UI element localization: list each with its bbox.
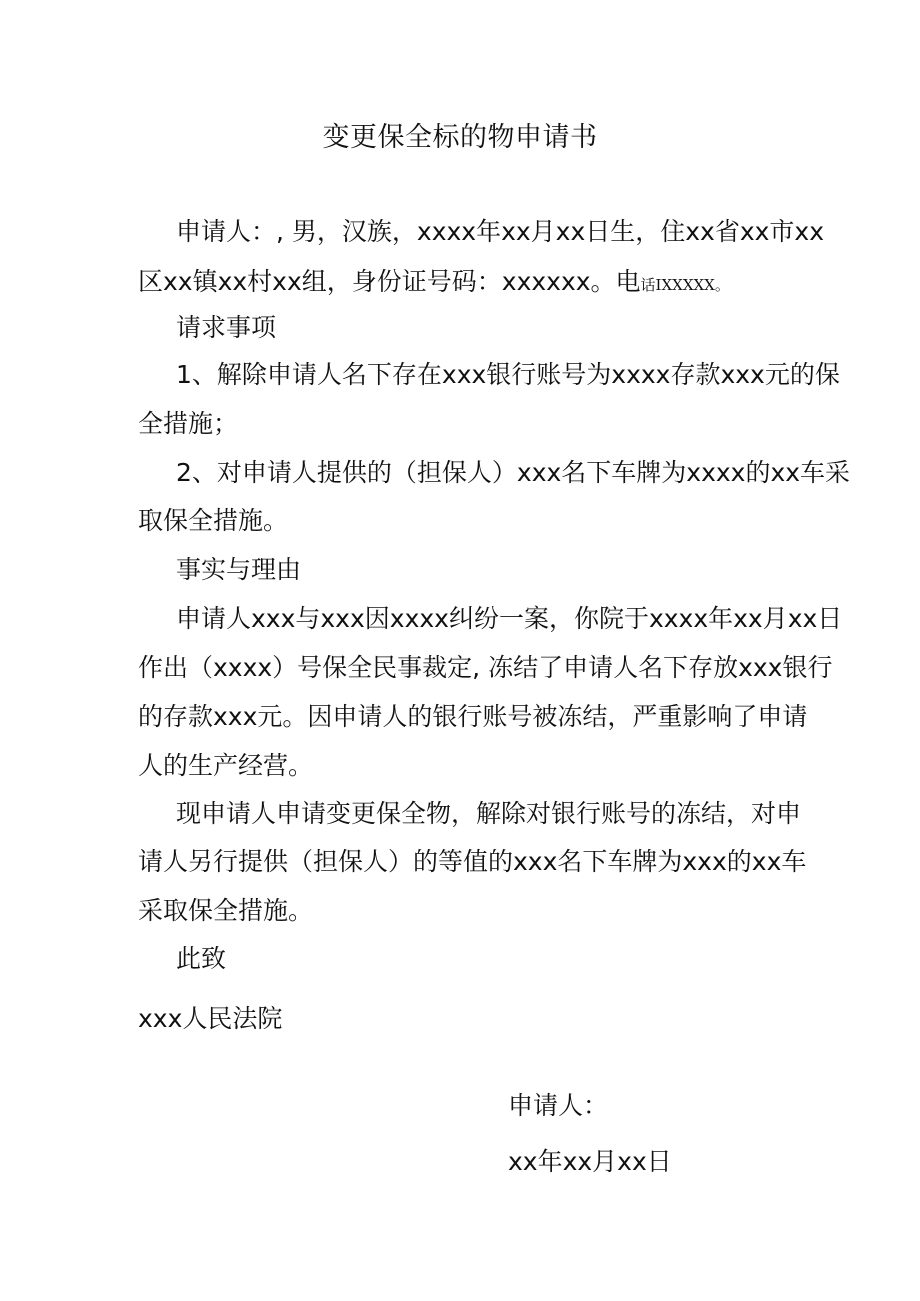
signature-date: xx年xx月xx日 (508, 1147, 672, 1176)
facts-paragraph-1-line-1: 申请人xxx与xxx因xxxx纠纷一案，你院于xxxx年xx月xx日 (176, 604, 843, 633)
facts-paragraph-1-line-2: 作出（xxxx）号保全民事裁定, 冻结了申请人名下存放xxx银行 (138, 653, 833, 682)
facts-paragraph-2-line-3: 采取保全措施。 (138, 896, 314, 925)
applicant-info-line-1: 申请人：, 男，汉族，xxxx年xx月xx日生，住xx省xx市xx (176, 217, 825, 246)
facts-paragraph-2-line-1: 现申请人申请变更保全物，解除对银行账号的冻结，对申 (176, 799, 802, 828)
request-1-line-1: 1、解除申请人名下存在xxx银行账号为xxxx存款xxx元的保 (176, 360, 840, 389)
applicant-info-line-2-main: 区xx镇xx村xx组，身份证号码：xxxxxx。电 (138, 267, 641, 296)
closing-salutation: 此致 (176, 944, 227, 973)
document-title: 变更保全标的物申请书 (322, 122, 598, 153)
facts-paragraph-2-line-2: 请人另行提供（担保人）的等值的xxx名下车牌为xxx的xx车 (138, 847, 807, 876)
request-2-line-1: 2、对申请人提供的（担保人）xxx名下车牌为xxxx的xx车采 (176, 458, 851, 487)
request-1-line-2: 全措施； (138, 409, 239, 438)
applicant-info-line-2 (138, 264, 730, 303)
facts-heading: 事实与理由 (176, 555, 302, 584)
requests-heading: 请求事项 (176, 313, 277, 342)
court-name: xxx人民法院 (138, 1004, 283, 1033)
applicant-info-line-2-small: 话IXXXXX。 (640, 276, 730, 294)
signature-label: 申请人： (508, 1091, 609, 1120)
request-2-line-2: 取保全措施。 (138, 506, 289, 535)
facts-paragraph-1-line-3: 的存款xxx元。因申请人的银行账号被冻结，严重影响了申请 (138, 702, 808, 731)
facts-paragraph-1-line-4: 人的生产经营。 (138, 751, 314, 780)
